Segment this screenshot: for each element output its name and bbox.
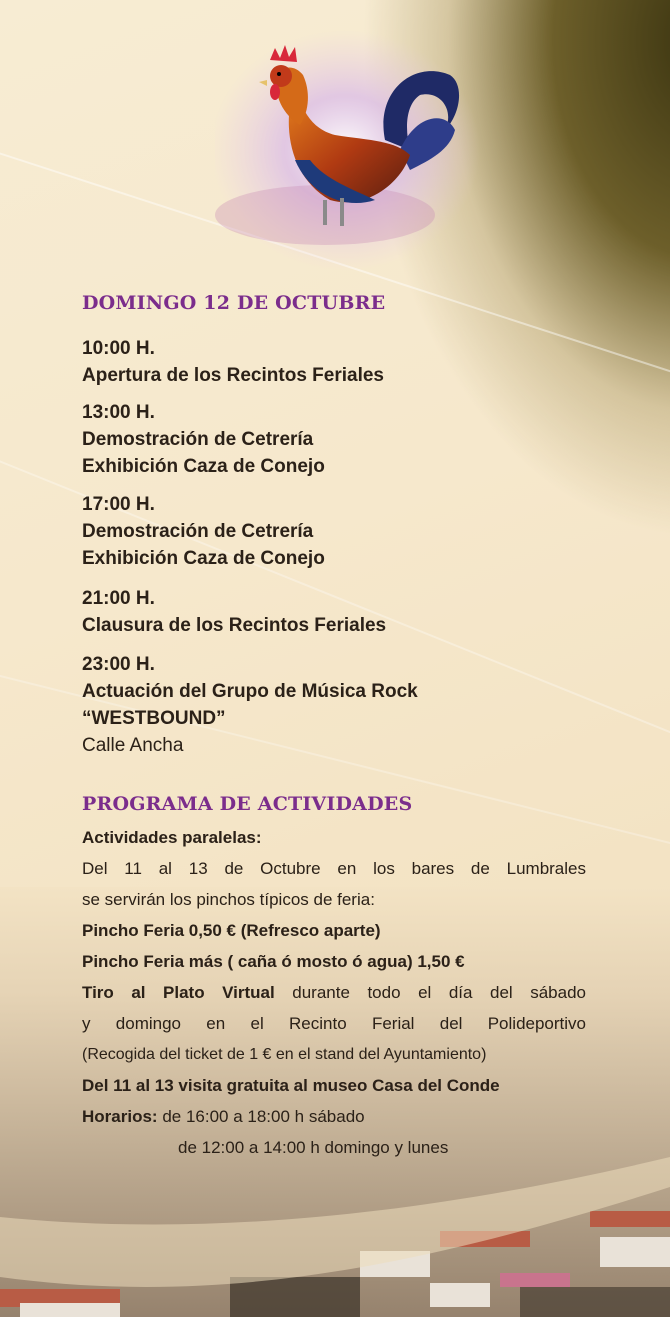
horarios-label: Horarios:: [82, 1107, 158, 1126]
event-description: Demostración de Cetrería: [82, 429, 314, 450]
event-time: 10:00 H.: [82, 338, 155, 359]
rooster-illustration: [215, 20, 495, 280]
tiro-line: y domingo en el Recinto Ferial del Polideportivo: [82, 1014, 586, 1033]
event-description: Clausura de los Recintos Feriales: [82, 615, 387, 636]
event-item: [82, 585, 386, 639]
event-item: [82, 399, 325, 480]
tiro-text: durante todo el día del sábado: [292, 983, 586, 1002]
tiro-ticket-note: (Recogida del ticket de 1 € en el stand del Ayuntamiento): [82, 1046, 487, 1063]
programa-intro-line: se servirán los pinchos típicos de feria:: [82, 890, 375, 909]
event-description: Exhibición Caza de Conejo: [82, 456, 325, 477]
horarios-line: de 12:00 a 14:00 h domingo y lunes: [178, 1138, 449, 1157]
programa-intro-line: Del 11 al 13 de Octubre en los bares de Lumbrales: [82, 859, 586, 878]
event-time: 23:00 H.: [82, 654, 155, 675]
event-time: 13:00 H.: [82, 402, 155, 423]
museo-line: Del 11 al 13 visita gratuita al museo Casa del Conde: [82, 1076, 500, 1095]
event-location: Calle Ancha: [82, 735, 184, 756]
cream-swoosh: [0, 1157, 670, 1317]
pincho-price-line: Pincho Feria 0,50 € (Refresco aparte): [82, 921, 381, 940]
event-description: “WESTBOUND”: [82, 708, 226, 729]
event-description: Exhibición Caza de Conejo: [82, 548, 325, 569]
section-title-programa: PROGRAMA DE ACTIVIDADES: [82, 793, 413, 815]
event-description: Apertura de los Recintos Feriales: [82, 365, 384, 386]
event-item: [82, 335, 384, 389]
pincho-price-line: Pincho Feria más ( caña ó mosto ó agua) 1,50 €: [82, 952, 465, 971]
tiro-title: Tiro al Plato Virtual: [82, 983, 275, 1002]
event-item: [82, 651, 418, 759]
event-time: 21:00 H.: [82, 588, 155, 609]
event-item: [82, 491, 325, 572]
horarios-value: de 16:00 a 18:00 h sábado: [162, 1107, 365, 1126]
programa-subtitle: Actividades paralelas:: [82, 828, 262, 847]
tiro-line: [82, 977, 586, 1008]
horarios-line: [82, 1101, 586, 1132]
section-title-domingo: DOMINGO 12 DE OCTUBRE: [82, 292, 386, 314]
event-description: Actuación del Grupo de Música Rock: [82, 681, 418, 702]
event-description: Demostración de Cetrería: [82, 521, 314, 542]
event-time: 17:00 H.: [82, 494, 155, 515]
